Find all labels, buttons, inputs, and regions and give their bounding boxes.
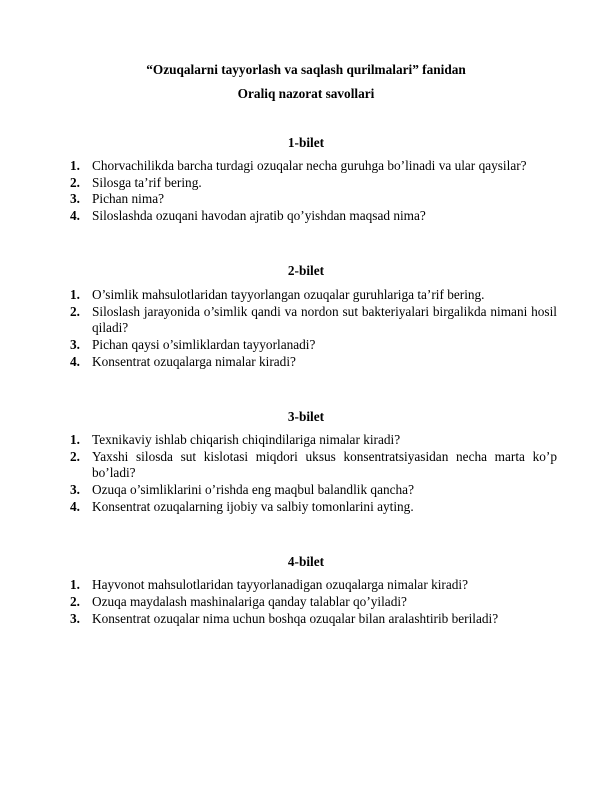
question-number: 4. [70,354,80,369]
question-text: Pichan nima? [92,191,165,206]
question-text: Ozuqa maydalash mashinalariga qanday talablar qo’yiladi? [92,594,407,609]
question-item [72,449,557,482]
question-text: Texnikaviy ishlab chiqarish chiqindilariga nimalar kiradi? [92,432,401,447]
bilet-3-heading: 3-bilet [287,409,325,424]
question-number: 2. [70,594,80,609]
question-text: O’simlik mahsulotlaridan tayyorlangan ozuqalar guruhlariga ta’rif bering. [92,287,485,302]
document-subtitle: Oraliq nazorat savollari [237,86,375,101]
question-item [72,432,557,448]
question-text: Konsentrat ozuqalarga nimalar kiradi? [92,354,296,369]
question-number: 2. [70,175,80,190]
question-text: Konsentrat ozuqalarning ijobiy va salbiy tomonlarini ayting. [92,499,414,514]
question-number: 3. [70,611,80,626]
question-number: 4. [70,208,80,223]
question-text: Siloslashda ozuqani havodan ajratib qo’yishdan maqsad nima? [92,208,426,223]
question-number: 1. [70,158,80,173]
question-item [72,594,557,610]
question-item [72,354,557,370]
question-item [72,611,557,627]
bilet-1-heading: 1-bilet [287,135,325,150]
question-text: Ozuqa o’simliklarini o’rishda eng maqbul balandlik qancha? [92,482,414,497]
question-text: Pichan qaysi o’simliklardan tayyorlanadi? [92,337,316,352]
question-text: Hayvonot mahsulotlaridan tayyorlanadigan ozuqalarga nimalar kiradi? [92,577,469,592]
question-item [72,158,557,174]
question-text: Konsentrat ozuqalar nima uchun boshqa ozuqalar bilan aralashtirib beriladi? [92,611,499,626]
question-number: 2. [70,304,80,319]
question-number: 4. [70,499,80,514]
question-item [72,208,557,224]
bilet-4-heading: 4-bilet [287,554,325,569]
question-text: Siloslash jarayonida o’simlik qandi va nordon sut bakteriyalari birgalikda nimani hosil qiladi? [92,304,557,336]
question-item [72,482,557,498]
question-text: Chorvachilikda barcha turdagi ozuqalar necha guruhga bo’linadi va ular qaysilar? [92,158,527,173]
question-text: Silosga ta’rif bering. [92,175,202,190]
question-item [72,499,557,515]
question-number: 2. [70,449,80,464]
question-text: Yaxshi silosda sut kislotasi miqdori uksus konsentratsiyasidan necha marta ko’p bo’ladi? [92,449,557,481]
question-number: 3. [70,482,80,497]
question-item [72,191,557,207]
bilet-2-heading: 2-bilet [287,263,325,278]
question-number: 3. [70,337,80,352]
question-item [72,287,557,303]
question-number: 3. [70,191,80,206]
question-item [72,175,557,191]
question-item [72,304,557,337]
question-number: 1. [70,432,80,447]
question-item [72,577,557,593]
document-title: “Ozuqalarni tayyorlash va saqlash qurilmalari” fanidan [146,62,466,77]
question-number: 1. [70,577,80,592]
question-number: 1. [70,287,80,302]
question-item [72,337,557,353]
